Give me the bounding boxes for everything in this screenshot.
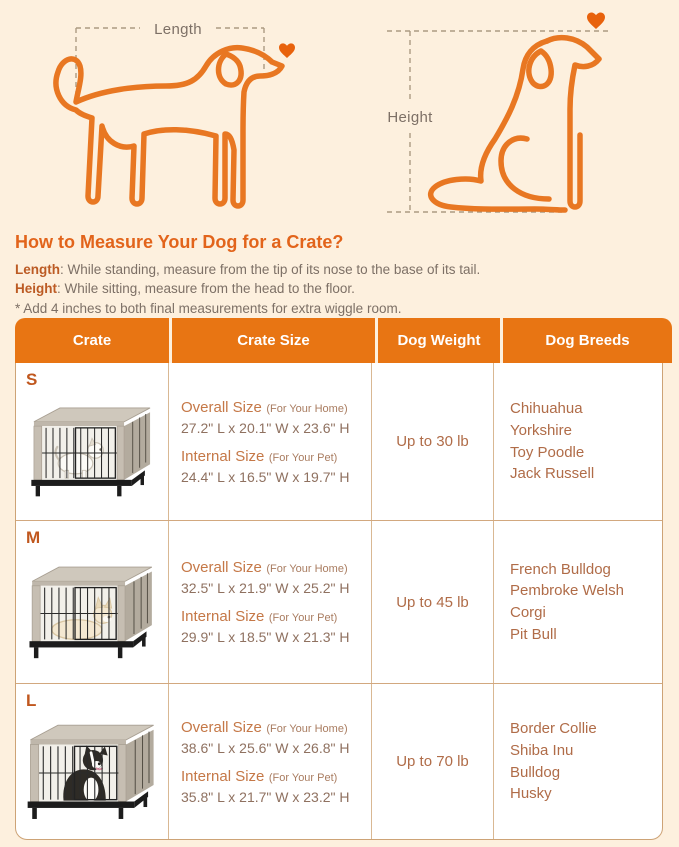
- standing-dog-diagram: [36, 8, 306, 226]
- crate-cell-m: [16, 521, 169, 683]
- size-letter: L: [26, 691, 37, 710]
- crate-product-image: [23, 716, 161, 830]
- breed-item: Shiba Inu: [510, 741, 574, 759]
- overall-size-label: Overall Size: [181, 398, 262, 416]
- breed-item: Bulldog: [510, 763, 561, 781]
- size-letter: S: [26, 370, 38, 389]
- overall-size-qualifier: (For Your Home): [266, 402, 348, 415]
- dog-weight-cell: [372, 521, 494, 683]
- overall-size-dims: 38.6" L x 25.6" W x 26.8" H: [181, 739, 350, 756]
- internal-size-dims: 24.4" L x 16.5" W x 19.7" H: [181, 468, 350, 485]
- wiggle-room-note: * Add 4 inches to both final measurements for extra wiggle room.: [15, 300, 402, 316]
- breed-item: Toy Poodle: [510, 443, 585, 461]
- overall-size-qualifier: (For Your Home): [266, 722, 348, 735]
- height-text: : While sitting, measure from the head to the floor.: [57, 281, 355, 297]
- internal-size-label: Internal Size: [181, 767, 265, 785]
- weight-value: Up to 30 lb: [396, 433, 469, 450]
- breed-item: Husky: [510, 785, 552, 803]
- header-crate-size: Crate Size: [172, 318, 375, 363]
- length-measure-lines: [76, 28, 264, 100]
- breed-item: Pit Bull: [510, 625, 557, 643]
- internal-size-dims: 35.8" L x 21.7" W x 23.2" H: [181, 788, 350, 805]
- standing-dog-outline: [56, 48, 282, 206]
- dog-breeds-cell: [494, 521, 662, 683]
- height-word: Height: [15, 281, 57, 297]
- crate-size-cell: [169, 521, 372, 683]
- breed-item: Pembroke Welsh Corgi: [510, 582, 624, 621]
- table-row: [16, 521, 662, 684]
- internal-size-dims: 29.9" L x 18.5" W x 21.3" H: [181, 629, 350, 645]
- overall-size-qualifier: (For Your Home): [266, 563, 348, 575]
- breed-item: Border Collie: [510, 720, 597, 737]
- internal-size-qualifier: (For Your Pet): [268, 451, 338, 464]
- crate-cell-s: [16, 363, 169, 520]
- internal-size-block: [181, 768, 371, 805]
- internal-size-qualifier: (For Your Pet): [268, 771, 338, 784]
- length-instruction: [15, 262, 665, 278]
- heart-icon: [587, 13, 605, 30]
- length-word: Length: [15, 262, 60, 277]
- crate-cell-l: [16, 684, 169, 839]
- crate-product-image: [27, 399, 157, 507]
- height-label: Height: [387, 109, 433, 126]
- table-body: [15, 363, 663, 840]
- header-dog-weight: Dog Weight: [378, 318, 500, 363]
- internal-size-label: Internal Size: [181, 447, 265, 465]
- overall-size-dims: 27.2" L x 20.1" W x 23.6" H: [181, 419, 350, 436]
- dog-weight-cell: [372, 684, 494, 839]
- measuring-instructions: [15, 232, 665, 317]
- sitting-dog-outline: [431, 38, 599, 210]
- size-letter: M: [26, 528, 41, 547]
- overall-size-label: Overall Size: [181, 559, 262, 576]
- sitting-dog-diagram: [372, 5, 622, 223]
- overall-size-block: [181, 719, 371, 756]
- length-text: : While standing, measure from the tip of its nose to the base of its tail.: [60, 262, 481, 277]
- page-title: How to Measure Your Dog for a Crate?: [15, 232, 344, 252]
- height-instruction: [15, 281, 665, 297]
- internal-size-qualifier: (For Your Pet): [268, 612, 338, 624]
- overall-size-dims: 32.5" L x 21.9" W x 25.2" H: [181, 580, 350, 596]
- internal-size-label: Internal Size: [181, 608, 265, 625]
- dog-weight-cell: [372, 363, 494, 520]
- crate-size-cell: [169, 363, 372, 520]
- overall-size-label: Overall Size: [181, 718, 262, 736]
- table-row: [16, 684, 662, 839]
- breed-item: Jack Russell: [510, 465, 595, 483]
- weight-value: Up to 45 lb: [396, 593, 469, 611]
- crate-product-image: [25, 558, 159, 669]
- header-dog-breeds: Dog Breeds: [503, 318, 672, 363]
- header-crate: Crate: [15, 318, 169, 363]
- weight-value: Up to 70 lb: [396, 753, 469, 770]
- dog-breeds-cell: [494, 363, 662, 520]
- breed-item: French Bulldog: [510, 560, 611, 578]
- overall-size-block: [181, 559, 371, 596]
- table-header-row: [15, 318, 663, 363]
- breed-item: Yorkshire: [510, 421, 572, 439]
- crate-size-cell: [169, 684, 372, 839]
- table-row: [16, 363, 662, 521]
- heart-icon: [279, 43, 295, 58]
- internal-size-block: [181, 448, 371, 485]
- internal-size-block: [181, 608, 371, 645]
- crate-size-table: [15, 318, 663, 840]
- overall-size-block: [181, 399, 371, 436]
- length-label: Length: [154, 21, 202, 38]
- breed-item: Chihuahua: [510, 400, 583, 417]
- dog-breeds-cell: [494, 684, 662, 839]
